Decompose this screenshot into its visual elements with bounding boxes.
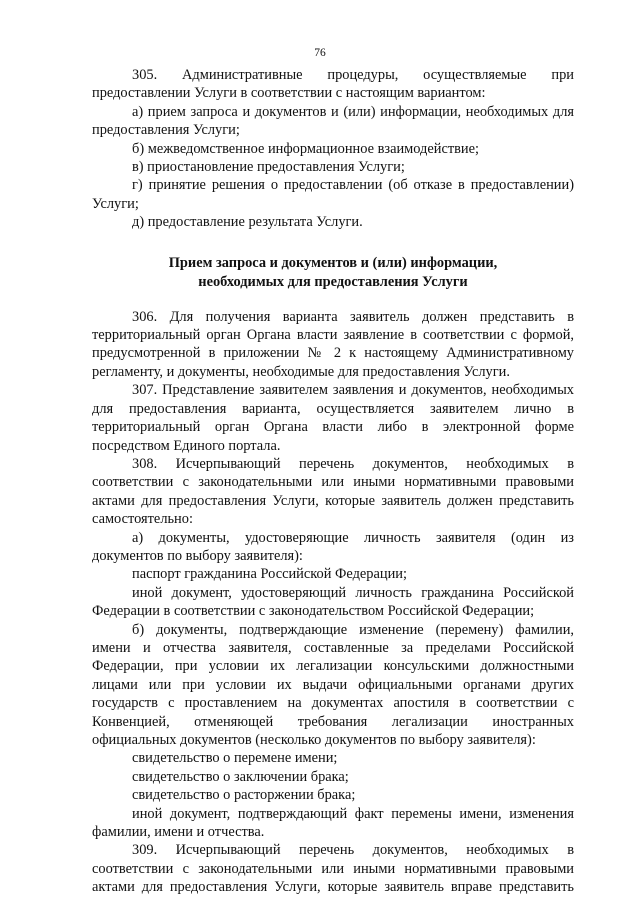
page-number: 76 [314,47,326,59]
list-item-305-d: г) принятие решения о предоставлении (об отказе в предоставлении) Услуги; [92,177,574,212]
document-body [92,66,574,897]
paragraph-307: 307. Представление заявителем заявления и документов, необходимых для предоставления варианта, осуществляется заявителем лично в территориальный орган Органа власти либо в электронной форме посредством Единого портала. [92,382,574,454]
paragraph-308: 308. Исчерпывающий перечень документов, необходимых в соответствии с законодательными или иными нормативными правовыми актами для предоставления Услуги, которые заявитель должен представить самостоятельно: [92,455,574,528]
list-item-305-a: а) прием запроса и документов и (или) информации, необходимых для предоставления Услуги; [92,103,574,139]
list-item-308-b-3: свидетельство о расторжении брака; [132,787,356,804]
section-heading-line-2: необходимых для предоставления Услуги [198,273,468,290]
paragraph-309: 309. Исчерпывающий перечень документов, необходимых в соответствии с законодательными или иными нормативными правовыми актами для предоставления Услуги, которые заявитель вправе представить [92,842,574,896]
list-item-305-b: б) межведомственное информационное взаимодействие; [132,140,480,157]
paragraph-308-b: б) документы, подтверждающие изменение (перемену) фамилии, имени и отчества заявителя, составленные за пределами Российской Федерации, при условии их легализации консульскими должностными лицами или при условии их выдачи официальными органами других государств с проставлением на документах апостиля в соответствии с Конвенцией, отменяющей требования легализации иностранных официальных документов (несколько документов по выбору заявителя): [92,621,574,748]
list-item-308-b-1: свидетельство о перемене имени; [132,750,338,767]
list-item-305-c: в) приостановление предоставления Услуги; [132,159,405,176]
section-heading-line-1: Прием запроса и документов и (или) информации, [168,254,498,271]
paragraph-308-a: а) документы, удостоверяющие личность заявителя (один из документов по выбору заявителя): [92,529,574,564]
list-item-308-a-1: паспорт гражданина Российской Федерации; [132,566,407,583]
section-heading [92,254,574,292]
list-item-308-b-4: иной документ, подтверждающий факт перемены имени, изменения фамилии, имени и отчества. [92,805,574,841]
list-item-308-a-2: иной документ, удостоверяющий личность гражданина Российской Федерации в соответствии с законодательством Российской Федерации; [92,584,574,620]
list-item-305-e: д) предоставление результата Услуги. [132,214,363,231]
paragraph-305: 305. Административные процедуры, осуществляемые при предоставлении Услуги в соответствии с настоящим вариантом: [92,67,574,102]
paragraph-306: 306. Для получения варианта заявитель должен представить в территориальный орган Органа власти заявление в соответствии с формой, предусмотренной в приложении № 2 к настоящему Административному регламенту, и документы, необходимые для предоставления Услуги. [92,308,574,380]
list-item-308-b-2: свидетельство о заключении брака; [132,768,349,785]
